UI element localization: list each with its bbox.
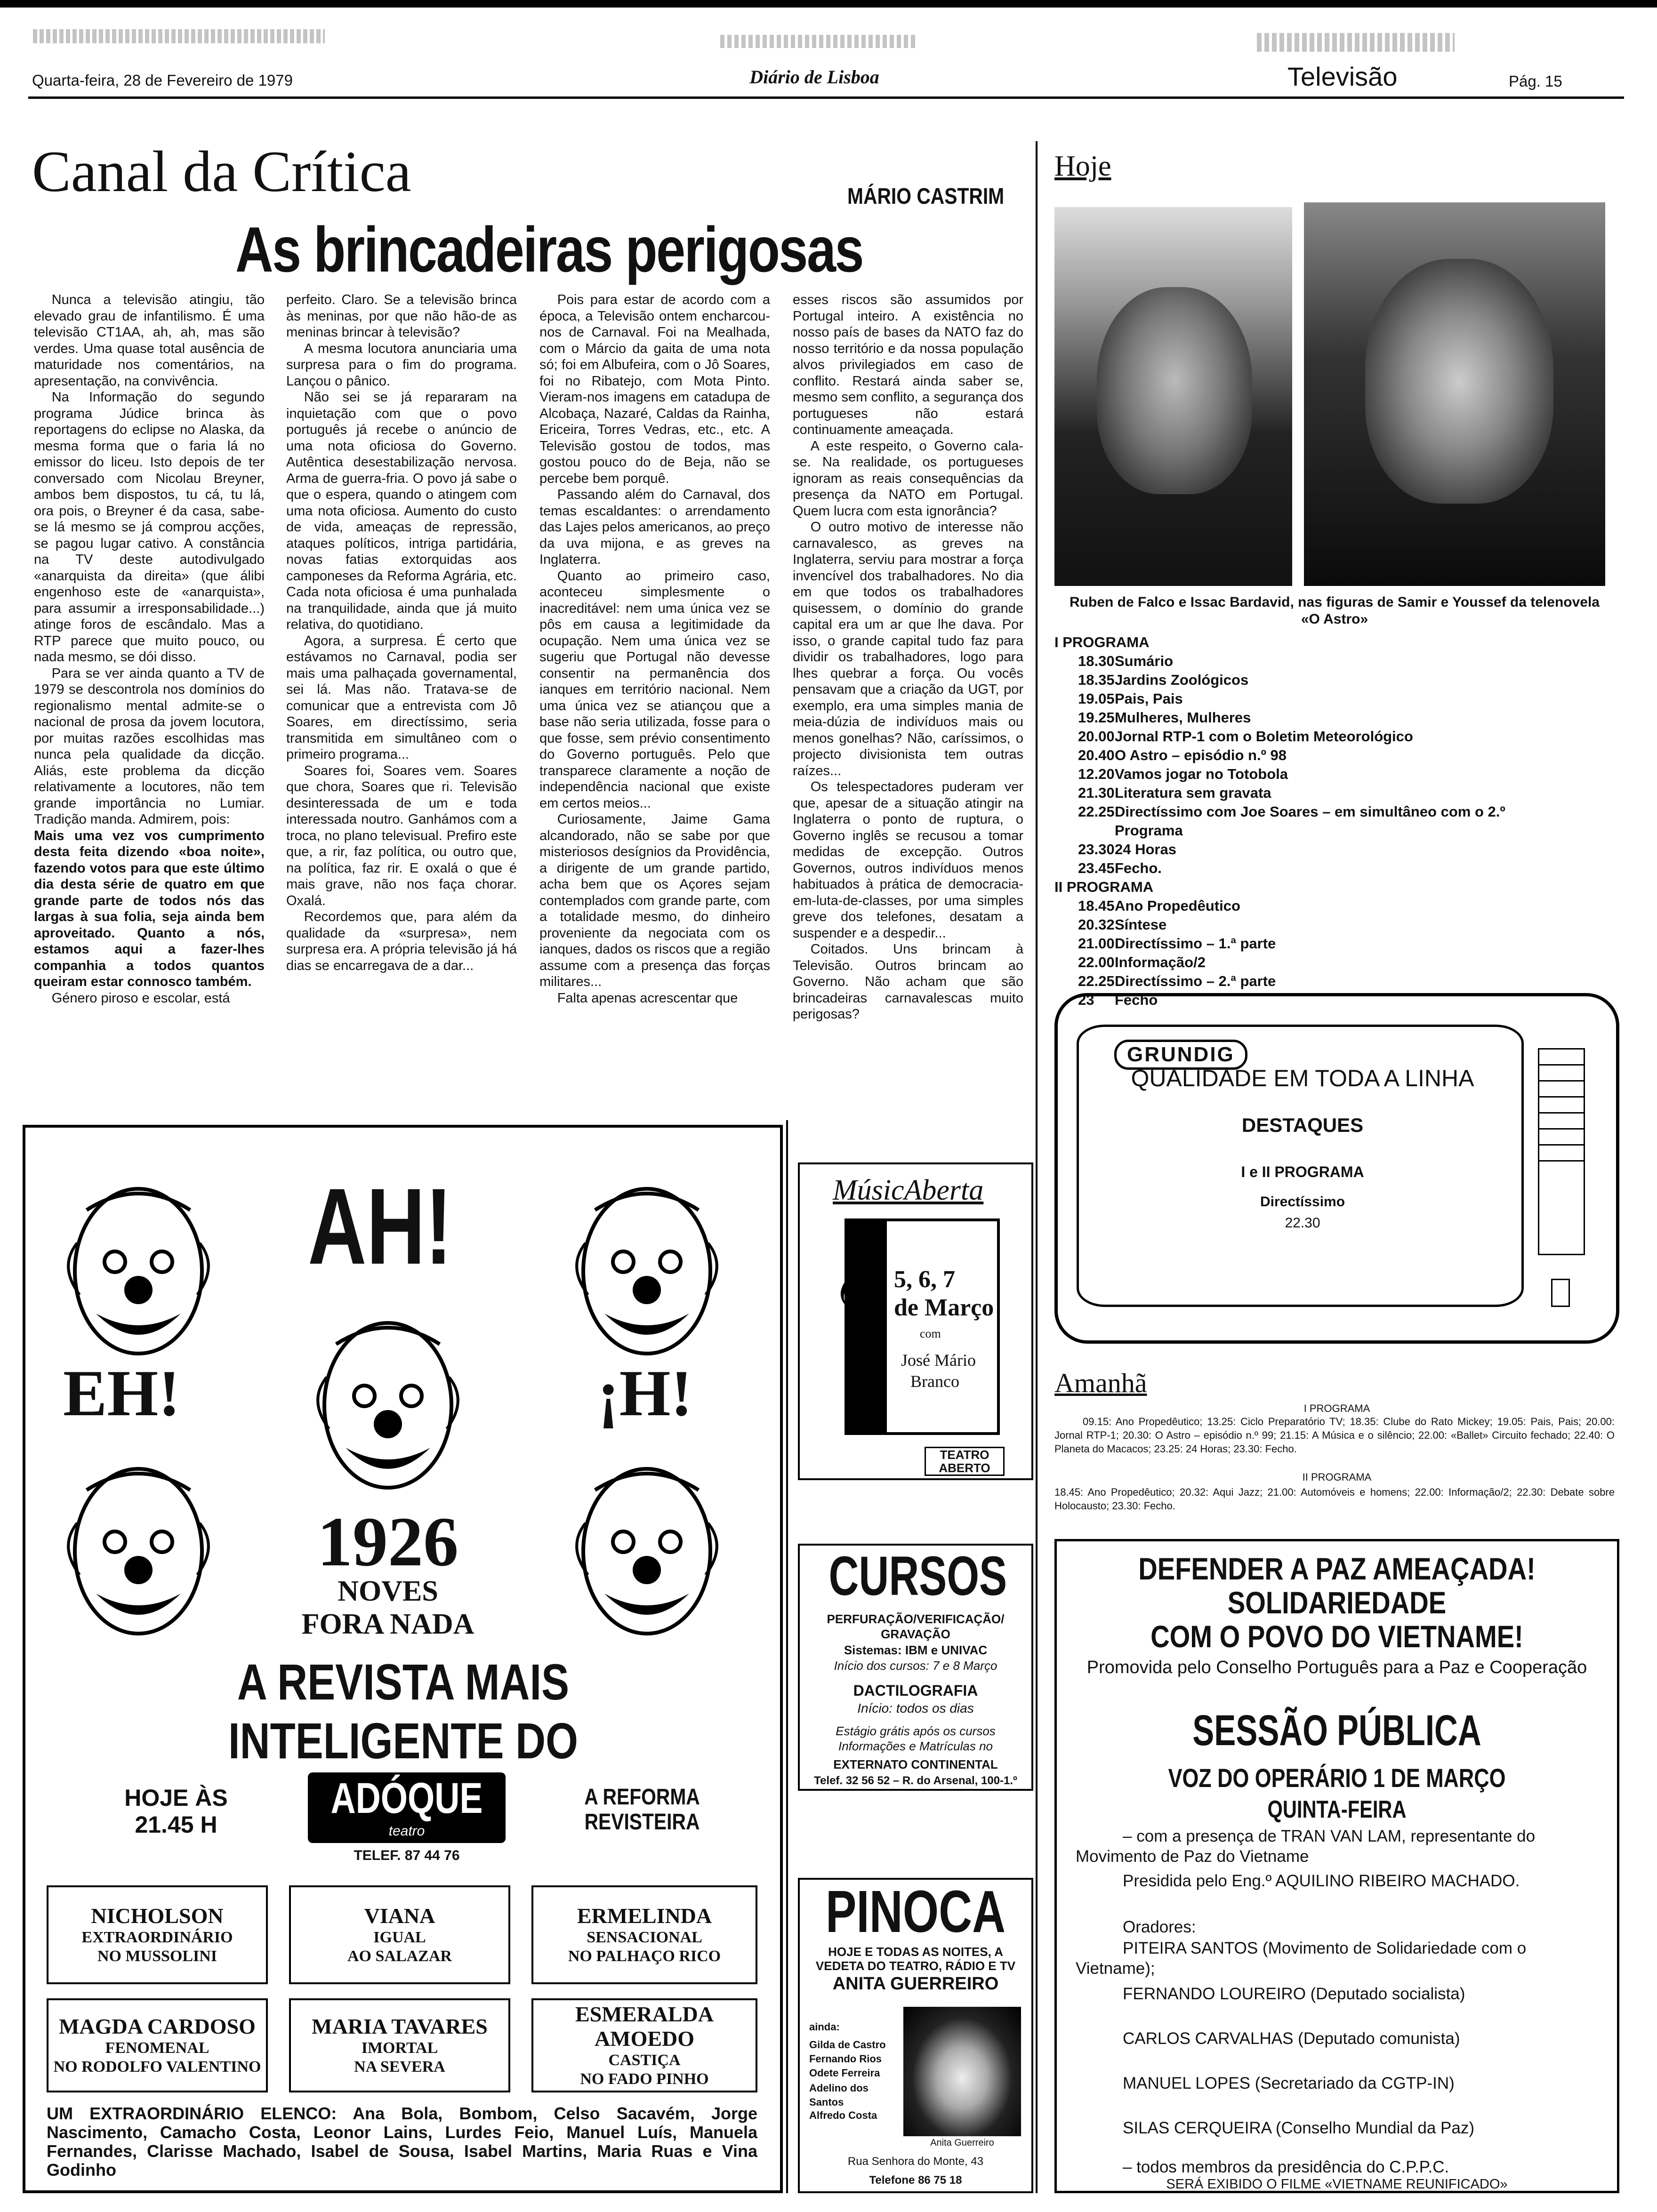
paragraph: Recordemos que, para além da qualidade da «surpresa», nem surpresa era. A própria televisão já há dias se encarregava de a dar... bbox=[286, 909, 517, 973]
paz-venue: VOZ DO OPERÁRIO 1 DE MARÇO bbox=[1168, 1763, 1506, 1793]
amanha-program-2-heading: II PROGRAMA bbox=[1302, 1471, 1372, 1483]
revista-ah: AH! bbox=[308, 1166, 452, 1287]
paz-presence: – com a presença de TRAN VAN LAM, representante do Movimento de Paz do Vietname bbox=[1076, 1827, 1536, 1866]
cast-role: NA SEVERA bbox=[354, 2058, 445, 2076]
destaques-heading: DESTAQUES bbox=[1241, 1114, 1364, 1136]
show-title: Directíssimo – 2.ª parte bbox=[1115, 973, 1276, 989]
paz-speaker: SILAS CERQUEIRA (Conselho Mundial da Paz) bbox=[1123, 2119, 1474, 2137]
show-title: Mulheres, Mulheres bbox=[1115, 709, 1251, 726]
paz-ad bbox=[1054, 1539, 1619, 2193]
musica-artist-2: Branco bbox=[910, 1372, 959, 1391]
destaques-time: 22.30 bbox=[1285, 1215, 1320, 1231]
pinoca-title: PINOCA bbox=[825, 1878, 1006, 1945]
show-title: Jardins Zoológicos bbox=[1115, 672, 1249, 688]
tv-knob bbox=[1551, 1279, 1570, 1307]
paz-promoter: Promovida pelo Conselho Português para a Paz e Cooperação bbox=[1086, 1658, 1587, 1677]
destaques-show: Directíssimo bbox=[1260, 1194, 1345, 1210]
adoque-logo bbox=[308, 1772, 506, 1843]
cast-box bbox=[531, 1885, 757, 1984]
bleed-through-text bbox=[33, 29, 325, 43]
adoque-sub: teatro bbox=[388, 1823, 425, 1839]
pinoca-name: Alfredo Costa bbox=[809, 2109, 877, 2121]
time: 22.25 bbox=[1078, 803, 1115, 820]
show-title: Directíssimo – 1.ª parte bbox=[1115, 935, 1276, 952]
paz-members: – todos membros da presidência do C.P.P.C. bbox=[1123, 2158, 1449, 2176]
paz-session: SESSÃO PÚBLICA bbox=[1192, 1707, 1481, 1755]
photo-caption: Ruben de Falco e Issac Bardavid, nas figuras de Samir e Youssef da telenovela «O Astro» bbox=[1070, 594, 1600, 627]
time: 20.00 bbox=[1078, 728, 1115, 745]
pinoca-name: Odete Ferreira bbox=[809, 2067, 880, 2079]
paz-president: Presidida pelo Eng.º AQUILINO RIBEIRO MACHADO. bbox=[1123, 1872, 1520, 1890]
column-title: Canal da Crítica bbox=[32, 139, 411, 204]
paz-headline-2: SOLIDARIEDADE bbox=[1227, 1585, 1447, 1620]
cast-role: NO PALHAÇO RICO bbox=[568, 1948, 721, 1965]
cast-adjective: IMORTAL bbox=[361, 2039, 438, 2057]
amanha-title: Amanhã bbox=[1054, 1368, 1147, 1398]
paragraph: Quanto ao primeiro caso, aconteceu simplesmente o inacreditável: nem uma única vez se pôs em causa a legitimidade da ocupação. Nem uma única vez se sugeriu que Portugal não devesse consentir na permanência dos ianques em território nacional. Nem uma única vez se atiançou que a base não seria utilizada, fosse para o que fosse, sem prévio consentimento do Governo português. Pelo que transparece claramente a noção de independência nacional que existe em certos meios... bbox=[539, 568, 770, 811]
time: 23.45 bbox=[1078, 860, 1115, 876]
time: 21.30 bbox=[1078, 785, 1115, 801]
time: 18.35 bbox=[1078, 672, 1115, 688]
pinoca-ainda: ainda: bbox=[809, 2021, 840, 2033]
time: 22.00 bbox=[1078, 954, 1115, 970]
cursos-ad bbox=[798, 1544, 1033, 1791]
pinoca-star: ANITA GUERREIRO bbox=[832, 1974, 999, 1994]
grundig-slogan: QUALIDADE EM TODA A LINHA bbox=[1131, 1065, 1474, 1091]
paragraph: A mesma locutora anunciaria uma surpresa para o fim do programa. Lançou o pânico. bbox=[286, 341, 517, 389]
musica-venue: TEATRO ABERTO bbox=[925, 1447, 1005, 1476]
column-rule bbox=[1036, 141, 1038, 2193]
cursos-start: Início dos cursos: 7 e 8 Março bbox=[834, 1659, 997, 1673]
cursos-title: CURSOS bbox=[828, 1545, 1007, 1607]
cast-box bbox=[531, 1998, 757, 2092]
revista-fora-nada: FORA NADA bbox=[301, 1608, 475, 1640]
time: 23 bbox=[1078, 992, 1094, 1008]
revista-hora: 21.45 H bbox=[135, 1811, 217, 1838]
show-title: Fecho. bbox=[1115, 860, 1162, 876]
show-title: Fecho bbox=[1115, 992, 1158, 1008]
time: 20.40 bbox=[1078, 747, 1115, 763]
pinoca-ad bbox=[798, 1878, 1033, 2193]
cast-adjective: SENSACIONAL bbox=[587, 1929, 702, 1946]
amanha-program-1: 09.15: Ano Propedêutico; 13.25: Ciclo Preparatório TV; 18.35: Clube do Rato Mickey; 19.05: Pais, Pais; 20.00: Jornal RTP-1; 20.30: O Astro – episódio n.º 99; 21.15: A Música e o silêncio; 22.00: «Ballet» Circuito fechado; 22.40: O Planeta do Macacos; 23.25: 24 Horas; 23.30: Fecho. bbox=[1054, 1416, 1615, 1455]
time: 23.30 bbox=[1078, 841, 1115, 858]
revista-reforma: A REFORMA bbox=[584, 1785, 700, 1810]
masthead-rule bbox=[28, 96, 1624, 99]
musica-aberta-title: MúsicAberta bbox=[833, 1174, 984, 1206]
clown-face-icon bbox=[567, 1452, 727, 1650]
paragraph: Para se ver ainda quanto a TV de 1979 se descontrola nos domínios do regionalismo mental admite-se o nacional de prosa da jovem locutora, por muitas razões escolhidas mas nunca pela qualidade da dicção. Aliás, este problema da dicção relativamente a locutores, não tem grande importância no Lumiar. Tradição manda. Admirem, pois: bbox=[34, 665, 265, 827]
author-byline: MÁRIO CASTRIM bbox=[847, 184, 1005, 209]
cursos-courses: PERFURAÇÃO/VERIFICAÇÃO/ GRAVAÇÃO bbox=[827, 1612, 1005, 1641]
paz-speaker: MANUEL LOPES (Secretariado da CGTP-IN) bbox=[1123, 2074, 1455, 2092]
show-title: Vamos jogar no Totobola bbox=[1115, 766, 1288, 782]
cursos-estagio: Estágio grátis após os cursos Informações e Matrículas no bbox=[836, 1724, 996, 1753]
show-title: Literatura sem gravata bbox=[1115, 785, 1271, 801]
cast-adjective: IGUAL bbox=[373, 1929, 426, 1946]
cast-role: NO MUSSOLINI bbox=[97, 1948, 217, 1965]
article-column-1 bbox=[34, 292, 265, 1101]
paz-speaker: PITEIRA SANTOS (Movimento de Solidariedade com o Vietname); bbox=[1076, 1939, 1527, 1978]
paz-speaker: FERNANDO LOUREIRO (Deputado socialista) bbox=[1123, 1985, 1465, 2003]
musica-com: com bbox=[920, 1327, 941, 1340]
pinoca-name: Gilda de Castro bbox=[809, 2039, 886, 2051]
cast-box bbox=[289, 1998, 510, 2092]
headline: As brincadeiras perigosas bbox=[235, 214, 863, 285]
newspaper-name: Diário de Lisboa bbox=[749, 66, 879, 88]
show-title: Jornal RTP-1 com o Boletim Meteorológico bbox=[1115, 728, 1413, 745]
cast-box bbox=[47, 1998, 268, 2092]
cursos-dactilografia-start: Início: todos os dias bbox=[857, 1701, 974, 1715]
time: 12.20 bbox=[1078, 766, 1115, 782]
time: 18.30 bbox=[1078, 653, 1115, 669]
revista-hoje: HOJE ÀS bbox=[124, 1785, 228, 1811]
show-title: O Astro – episódio n.º 98 bbox=[1115, 747, 1287, 763]
cast-name: VIANA bbox=[364, 1904, 435, 1928]
paragraph: esses riscos são assumidos por Portugal inteiro. A existência no nosso país de bases da NATO faz do nosso território e da nossa população alvos privilegiados em caso de conflito. Restará ainda saber se, mesmo sem conflito, a segurança dos portugueses não estará continuamente ameaçada. bbox=[793, 292, 1023, 437]
show-title: Ano Propedêutico bbox=[1115, 898, 1240, 914]
actor-photo-right bbox=[1304, 202, 1605, 586]
paz-speaker: CARLOS CARVALHAS (Deputado comunista) bbox=[1123, 2029, 1460, 2048]
paragraph: Não sei se já repararam na inquietação com que o povo português já recebe o anúncio de uma nota oficiosa do Governo. Autêntica desestabilização nervosa. Arma de guerra-fria. O povo já sabe o que o espera, quando o atingem com uma nota oficiosa. Aumento do custo de vida, ameaças de repressão, ataques políticos, intriga partidária, novas fatias extorquidas aos camponeses da Reforma Agrária, etc. Cada nota oficiosa é uma punhalada na tranquilidade, ainda que já muito relativa, do quotidiano. bbox=[286, 390, 517, 632]
cast-name: MAGDA CARDOSO bbox=[59, 2014, 256, 2038]
pinoca-address: Rua Senhora do Monte, 43 bbox=[847, 2155, 984, 2168]
pinoca-name: Fernando Rios bbox=[809, 2053, 882, 2065]
paragraph: Coitados. Uns brincam à Televisão. Outros brincam ao Governo. Não acham que são brincadeiras carnavalescas muito perigosas? bbox=[793, 942, 1023, 1022]
paragraph: A este respeito, o Governo cala-se. Na realidade, os portugueses ignoram as reais consequências da presença da NATO em Portugal. Quem lucra com esta ignorância? bbox=[793, 438, 1023, 519]
paragraph: perfeito. Claro. Se a televisão brinca às meninas, por que não hão-de as meninas brincar à televisão? bbox=[286, 292, 517, 340]
paz-headline-1: DEFENDER A PAZ AMEAÇADA! bbox=[1138, 1551, 1536, 1586]
musica-aberta-ad bbox=[798, 1162, 1033, 1480]
show-title: Informação/2 bbox=[1115, 954, 1206, 970]
cast-adjective: EXTRAORDINÁRIO bbox=[81, 1929, 233, 1946]
musica-artist-1: José Mário bbox=[901, 1351, 976, 1370]
time: 20.32 bbox=[1078, 916, 1115, 933]
cast-role: NO FADO PINHO bbox=[580, 2070, 709, 2088]
revista-year: 1926 bbox=[317, 1503, 458, 1581]
paz-speakers-label: Oradores: bbox=[1123, 1918, 1196, 1936]
section-title: Televisão bbox=[1287, 62, 1398, 91]
cast-name: ERMELINDA bbox=[577, 1904, 712, 1928]
bleed-through-text bbox=[720, 35, 918, 48]
musica-dates: 5, 6, 7 bbox=[894, 1266, 955, 1293]
time: 19.05 bbox=[1078, 690, 1115, 707]
revista-ad bbox=[23, 1125, 783, 2193]
actor-photo-left bbox=[1054, 207, 1292, 586]
issue-date: Quarta-feira, 28 de Fevereiro de 1979 bbox=[32, 72, 293, 89]
cursos-school: EXTERNATO CONTINENTAL bbox=[833, 1757, 998, 1771]
musica-month: de Março bbox=[894, 1294, 994, 1321]
paragraph: Os telespectadores puderam ver que, apesar de a situação atingir na Inglaterra o ponto de ruptura, o Governo inglês se recusou a tomar medidas de excepção. Outros Governos, outros indivíduos menos habituados à prática de democracia-em-luta-de-classes, por uma simples greve dos telefones, desatam a suspender e a despedir... bbox=[793, 779, 1023, 941]
time: 22.25 bbox=[1078, 973, 1115, 989]
destaques-program: I e II PROGRAMA bbox=[1241, 1163, 1364, 1180]
paragraph: Falta apenas acrescentar que bbox=[557, 990, 738, 1006]
anita-guerreiro-photo bbox=[903, 2007, 1021, 2136]
hoje-title: Hoje bbox=[1054, 150, 1111, 182]
revista-elenco: UM EXTRAORDINÁRIO ELENCO: Ana Bola, Bombom, Celso Sacavém, Jorge Nascimento, Camacho Costa, Leonor Lains, Lurdes Feio, Manuel Luís, Manuela Fernandes, Clarisse Machado, Isabel de Sousa, Isabel Martins, Maria Ruas e Vina Godinho bbox=[47, 2104, 757, 2180]
time: 21.00 bbox=[1078, 935, 1115, 952]
cursos-dactilografia: DACTILOGRAFIA bbox=[853, 1682, 978, 1699]
show-title: Pais, Pais bbox=[1115, 690, 1183, 707]
time: 19.25 bbox=[1078, 709, 1115, 726]
amanha-program-2: 18.45: Ano Propedêutico; 20.32: Aqui Jazz; 21.00: Automóveis e homens; 22.00: Informação/2; 22.30: Debate sobre Holocausto; 23.30: Fecho. bbox=[1054, 1486, 1615, 1512]
cast-role: AO SALAZAR bbox=[347, 1948, 452, 1965]
clown-face-icon bbox=[308, 1306, 468, 1504]
revista-noves: NOVES bbox=[338, 1575, 438, 1607]
adoque-name: ADÓQUE bbox=[330, 1774, 483, 1822]
cast-box bbox=[289, 1885, 510, 1984]
bottom-rule bbox=[786, 1120, 788, 2193]
cast-name: NICHOLSON bbox=[91, 1904, 224, 1928]
pinoca-name: Adelino dos Santos bbox=[809, 2082, 869, 2108]
cast-adjective: CASTIÇA bbox=[608, 2052, 681, 2069]
cast-role: NO RODOLFO VALENTINO bbox=[53, 2058, 261, 2076]
paragraph: Soares foi, Soares vem. Soares que chora, Soares que ri. Televisão desinteressada de um e toda interessada noutro. Ganhámos com a troca, no plano televisual. Prefiro este que, a rir, faz política, ou outro que, na política, faz rir. E oxalá o que é mais grave, não nos faça chorar. Oxalá. bbox=[286, 763, 517, 908]
cast-adjective: FENOMENAL bbox=[105, 2039, 209, 2057]
tv-button-panel bbox=[1538, 1048, 1585, 1255]
paragraph: Na Informação do segundo programa Júdice brinca às reportagens do eclipse no Alaska, da mesma forma que o faria lá no emissor do liceu. Isto depois de ter conversado com Nicolau Breyner, ambos bem dispostos, tu cá, tu lá, ora pois, o Breyner é da casa, sabe-se lá mesmo se já comprou acções, se pagou lugar cativo. A constância na TV deste autodivulgado «anarquista da direita» (que álibi engenhoso este de «anarquista», para assumir a irresponsabilidade...) atinge foros de escândalo. Mas a RTP parece que muito pouco, ou nada mesmo, se dói disso. bbox=[34, 390, 265, 665]
article-column-3 bbox=[539, 292, 770, 1101]
paz-headline-3: COM O POVO DO VIETNAME! bbox=[1150, 1619, 1523, 1654]
clown-face-icon bbox=[58, 1452, 218, 1650]
hoje-program-1 bbox=[1054, 633, 1619, 1010]
show-title: Síntese bbox=[1115, 916, 1167, 933]
pinoca-phone: Telefone 86 75 18 bbox=[869, 2174, 962, 2187]
article-column-2 bbox=[286, 292, 517, 1101]
clown-face-icon bbox=[58, 1172, 218, 1370]
program-heading: I PROGRAMA bbox=[1054, 634, 1150, 650]
revista-eh: EH! bbox=[63, 1357, 180, 1430]
paragraph: Pois para estar de acordo com a época, a Televisão ontem encharcou-nos de Carnaval. Foi na Mealhada, com o Márcio da gaita de uma nota só; foi em Albufeira, com o Jô Soares, foi no Ribatejo, com Mota Pinto. Vieram-nos imagens em catadupa de Alcobaça, Nazaré, Caldas da Rainha, Ericeira, Torres Vedras, etc., etc. A Televisão gostou de todos, mas gostou pouco do de Beja, não se percebe bem porquê. bbox=[539, 292, 770, 486]
amanha-program-1-heading: I PROGRAMA bbox=[1303, 1403, 1370, 1414]
revista-line-1: A REVISTA MAIS bbox=[237, 1653, 570, 1710]
quoted-paragraph: Mais uma vez vos cumprimento desta feita dizendo «boa noite», fazendo votos para que este último dia desta série de quatro em que grande parte de todos nós das largas à sua folia, seja ainda bem aproveitado. Quanto a nós, estamos aqui a fazer-lhes companhia a todos quantos queiram estar connosco também. bbox=[34, 828, 265, 989]
paragraph: Passando além do Carnaval, dos temas escaldantes: o arrendamento das Lajes pelos americanos, ao preço da uva mijona, e as greves na Inglaterra. bbox=[539, 487, 770, 567]
show-title: Directíssimo com Joe Soares – em simultâneo com o 2.º Programa bbox=[1115, 803, 1505, 839]
paz-film: SERÁ EXIBIDO O FILME «VIETNAME REUNIFICADO» bbox=[1166, 2177, 1508, 2192]
revista-line-2: INTELIGENTE DO bbox=[228, 1712, 578, 1769]
paragraph: Curiosamente, Jaime Gama alcandorado, não se sabe por que misteriosos desígnios da Providência, a dirigente de um grande partido, acha bem que os Açores sejam contemplados com grande parte, com a totalidade mesmo, do dinheiro proveniente da negociata com os ianques, dados os riscos que a região assume com a presença das forças militares... bbox=[539, 812, 770, 989]
cast-box bbox=[47, 1885, 268, 1984]
time: 18.45 bbox=[1078, 898, 1115, 914]
paragraph: Género piroso e escolar, está bbox=[51, 990, 230, 1006]
photo-caption: Anita Guerreiro bbox=[930, 2138, 994, 2148]
cast-name: MARIA TAVARES bbox=[312, 2014, 488, 2038]
page-number: Pág. 15 bbox=[1509, 72, 1562, 90]
paragraph: O outro motivo de interesse não carnavalesco, as greves na Inglaterra, serviu para mostrar a força invencível dos trabalhadores. No dia em que todos os trabalhadores quisessem, o domínio do grande capital era um ar que lhe dava. Por isso, o grande capital tudo faz para dividir os trabalhadores, logo para lhes quebrar a força. Ou vocês pensavam que a criação da UGT, por exemplo, era uma simples mania de meia-dúzia de indivíduos mais ou menos gonelhas? Não, caríssimos, o projecto divisionista tem outras raízes... bbox=[793, 520, 1023, 778]
bleed-through-text bbox=[1257, 33, 1455, 52]
show-title: Sumário bbox=[1115, 653, 1174, 669]
treble-clef-icon: 𝄞 bbox=[833, 1248, 872, 1325]
revista-revisteira: REVISTEIRA bbox=[584, 1810, 700, 1835]
paragraph: Nunca a televisão atingiu, tão elevado grau de infantilismo. É uma televisão CT1AA, ah, ah, mas são verdes. Uma quase total ausência de maturidade nos comentários, na apresentação, na convivência. bbox=[34, 292, 265, 389]
cursos-systems: Sistemas: IBM e UNIVAC bbox=[844, 1643, 988, 1657]
cast-name: ESMERALDA AMOEDO bbox=[575, 2002, 714, 2051]
grundig-tv-ad bbox=[1054, 993, 1619, 1344]
show-title: 24 Horas bbox=[1115, 841, 1176, 858]
paragraph: Agora, a surpresa. É certo que estávamos no Carnaval, podia ser mais uma palhaçada governamental, sei lá. Mas não. Tratava-se de comunicar que a entrevista com Jô Soares, em directíssimo, seria transmitida em simultâneo com o primeiro programa... bbox=[286, 633, 517, 762]
top-rule bbox=[0, 0, 1657, 8]
article-column-4 bbox=[793, 292, 1023, 1139]
pinoca-tagline: HOJE E TODAS AS NOITES, A VEDETA DO TEATRO, RÁDIO E TV bbox=[815, 1945, 1016, 1973]
revista-ih: ¡H! bbox=[597, 1357, 693, 1430]
paz-weekday: QUINTA-FEIRA bbox=[1267, 1796, 1407, 1823]
adoque-phone: TELEF. 87 44 76 bbox=[354, 1848, 460, 1863]
grundig-logo: GRUNDIG bbox=[1114, 1040, 1247, 1070]
program-heading: II PROGRAMA bbox=[1054, 879, 1154, 895]
cursos-contact: Telef. 32 56 52 – R. do Arsenal, 100-1.º bbox=[814, 1774, 1017, 1787]
clown-face-icon bbox=[567, 1172, 727, 1370]
